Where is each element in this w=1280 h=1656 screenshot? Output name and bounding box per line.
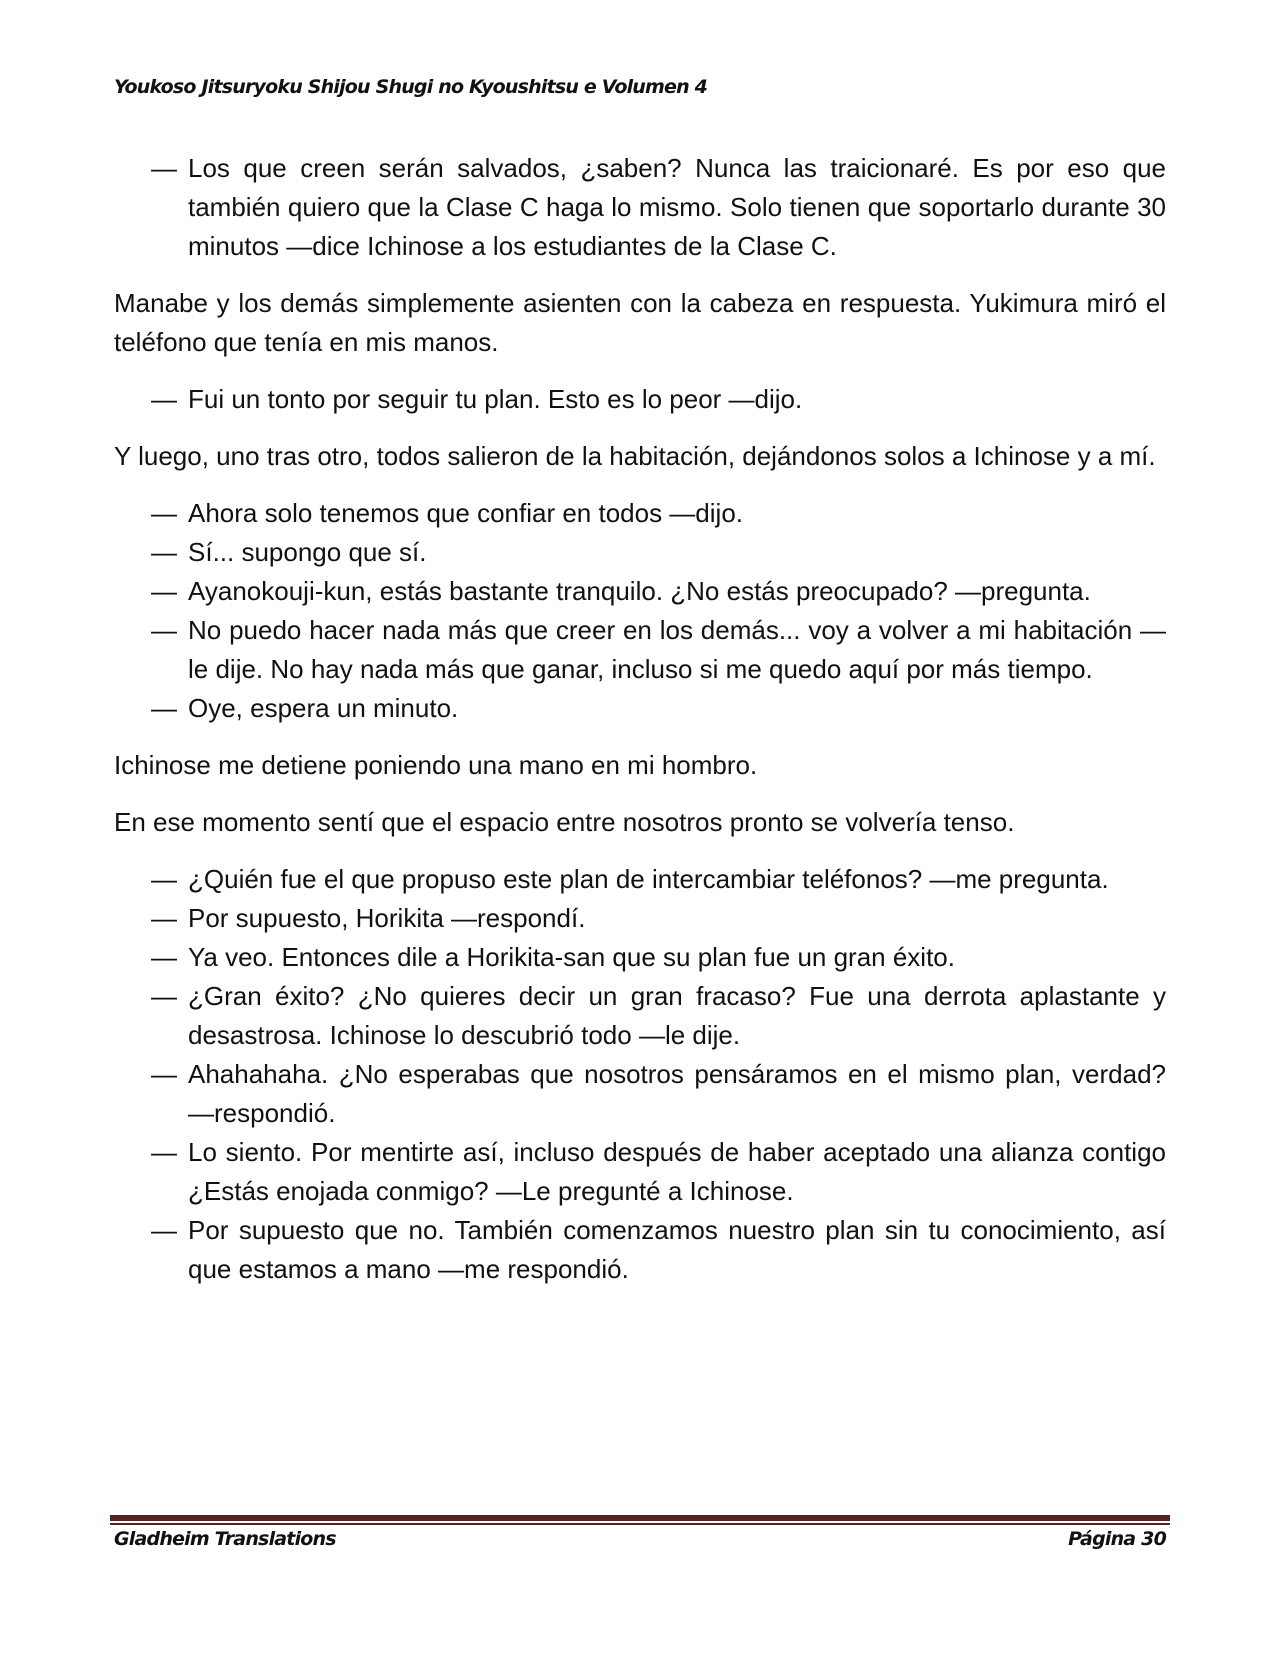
page-body [114,149,1166,1307]
dialogue-line [114,1055,1166,1133]
dialogue-text: No puedo hacer nada más que creer en los demás... voy a volver a mi habitación —le dije. No hay nada más que ganar, incluso si me quedo aquí por más tiempo. [188,615,1166,684]
dialogue-line [114,611,1166,689]
em-dash: — [151,864,177,894]
dialogue-text: Fui un tonto por seguir tu plan. Esto es lo peor —dijo. [188,384,803,414]
em-dash: — [151,1215,177,1245]
dialogue-text: Lo siento. Por mentirte así, incluso después de haber aceptado una alianza contigo ¿Estás enojada conmigo? —Le pregunté a Ichinose. [188,1137,1166,1206]
em-dash: — [151,942,177,972]
dialogue-block [114,149,1166,266]
footer-translator: Gladheim Translations [114,1528,336,1550]
dialogue-line [114,1133,1166,1211]
dialogue-text: Oye, espera un minuto. [188,693,459,723]
dialogue-line [114,1211,1166,1289]
dialogue-text: Ayanokouji-kun, estás bastante tranquilo. ¿No estás preocupado? —pregunta. [188,576,1091,606]
dialogue-text: ¿Quién fue el que propuso este plan de intercambiar teléfonos? —me pregunta. [188,864,1109,894]
em-dash: — [151,576,177,606]
dialogue-text: Ahahahaha. ¿No esperabas que nosotros pensáramos en el mismo plan, verdad? —respondió. [188,1059,1166,1128]
em-dash: — [151,1137,177,1167]
dialogue-text: Los que creen serán salvados, ¿saben? Nunca las traicionaré. Es por eso que también quiero que la Clase C haga lo mismo. Solo tienen que soportarlo durante 30 minutos —dice Ichinose a los estudiantes de la Clase C. [188,153,1166,261]
dialogue-line [114,860,1166,899]
narrative-paragraph: En ese momento sentí que el espacio entre nosotros pronto se volvería tenso. [114,807,1015,837]
em-dash: — [151,615,177,645]
em-dash: — [151,498,177,528]
dialogue-text: Ya veo. Entonces dile a Horikita-san que su plan fue un gran éxito. [188,942,955,972]
dialogue-text: Sí... supongo que sí. [188,537,427,567]
em-dash: — [151,384,177,414]
dialogue-text: Por supuesto que no. También comenzamos nuestro plan sin tu conocimiento, así que estamos a mano —me respondió. [188,1215,1166,1284]
dialogue-line [114,572,1166,611]
footer-rule-thin [110,1523,1170,1525]
dialogue-text: Por supuesto, Horikita —respondí. [188,903,586,933]
dialogue-line [114,380,1166,419]
page-number: Página 30 [1068,1528,1166,1550]
dialogue-line [114,494,1166,533]
em-dash: — [151,693,177,723]
dialogue-line [114,977,1166,1055]
running-header: Youkoso Jitsuryoku Shijou Shugi no Kyoushitsu e Volumen 4 [114,76,708,98]
dialogue-block [114,860,1166,1289]
em-dash: — [151,537,177,567]
dialogue-block [114,494,1166,728]
dialogue-line [114,533,1166,572]
dialogue-line [114,938,1166,977]
dialogue-block [114,380,1166,419]
dialogue-line [114,149,1166,266]
dialogue-text: ¿Gran éxito? ¿No quieres decir un gran fracaso? Fue una derrota aplastante y desastrosa. Ichinose lo descubrió todo —le dije. [188,981,1166,1050]
dialogue-text: Ahora solo tenemos que confiar en todos —dijo. [188,498,744,528]
dialogue-line [114,899,1166,938]
em-dash: — [151,903,177,933]
dialogue-line [114,689,1166,728]
narrative-paragraph: Manabe y los demás simplemente asienten con la cabeza en respuesta. Yukimura miró el teléfono que tenía en mis manos. [114,288,1166,357]
em-dash: — [151,981,177,1011]
narrative-paragraph: Y luego, uno tras otro, todos salieron de la habitación, dejándonos solos a Ichinose y a mí. [114,441,1156,471]
em-dash: — [151,1059,177,1089]
em-dash: — [151,153,177,183]
footer-rule [110,1515,1170,1521]
narrative-paragraph: Ichinose me detiene poniendo una mano en mi hombro. [114,750,758,780]
